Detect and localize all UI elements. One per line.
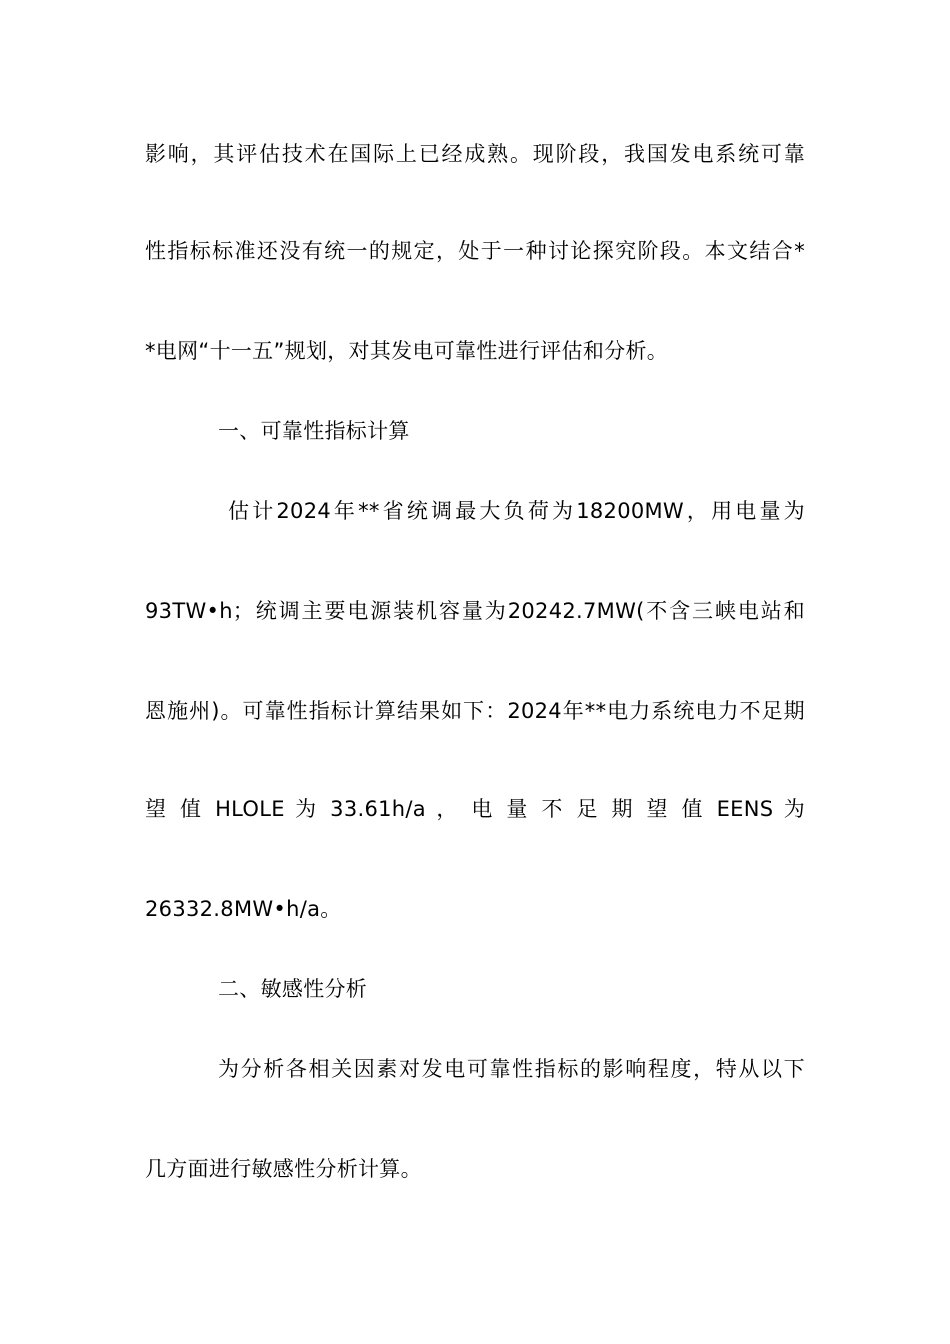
paragraph-line-7: 望 值 HLOLE 为 33.61h/a ， 电 量 不 足 期 望 值 EENS 为 — [145, 797, 805, 821]
paragraph-line-6: 恩施州)。可靠性指标计算结果如下：2024年**电力系统电力不足期 — [145, 699, 805, 723]
paragraph-line-10: 几方面进行敏感性分析计算。 — [145, 1157, 422, 1181]
section-heading-2: 二、敏感性分析 — [218, 977, 368, 1001]
paragraph-line-2: 性指标标准还没有统一的规定，处于一种讨论探究阶段。本文结合* — [145, 239, 805, 263]
paragraph-line-1: 影响，其评估技术在国际上已经成熟。现阶段，我国发电系统可靠 — [145, 142, 805, 166]
section-heading-1: 一、可靠性指标计算 — [218, 419, 410, 443]
paragraph-line-9: 为分析各相关因素对发电可靠性指标的影响程度，特从以下 — [218, 1057, 805, 1081]
paragraph-line-3: *电网“十一五”规划，对其发电可靠性进行评估和分析。 — [145, 339, 669, 363]
paragraph-line-8: 26332.8MW•h/a。 — [145, 897, 342, 921]
paragraph-line-5: 93TW•h；统调主要电源装机容量为20242.7MW(不含三峡电站和 — [145, 599, 805, 623]
paragraph-line-4: 估计2024年**省统调最大负荷为18200MW，用电量为 — [228, 499, 805, 523]
